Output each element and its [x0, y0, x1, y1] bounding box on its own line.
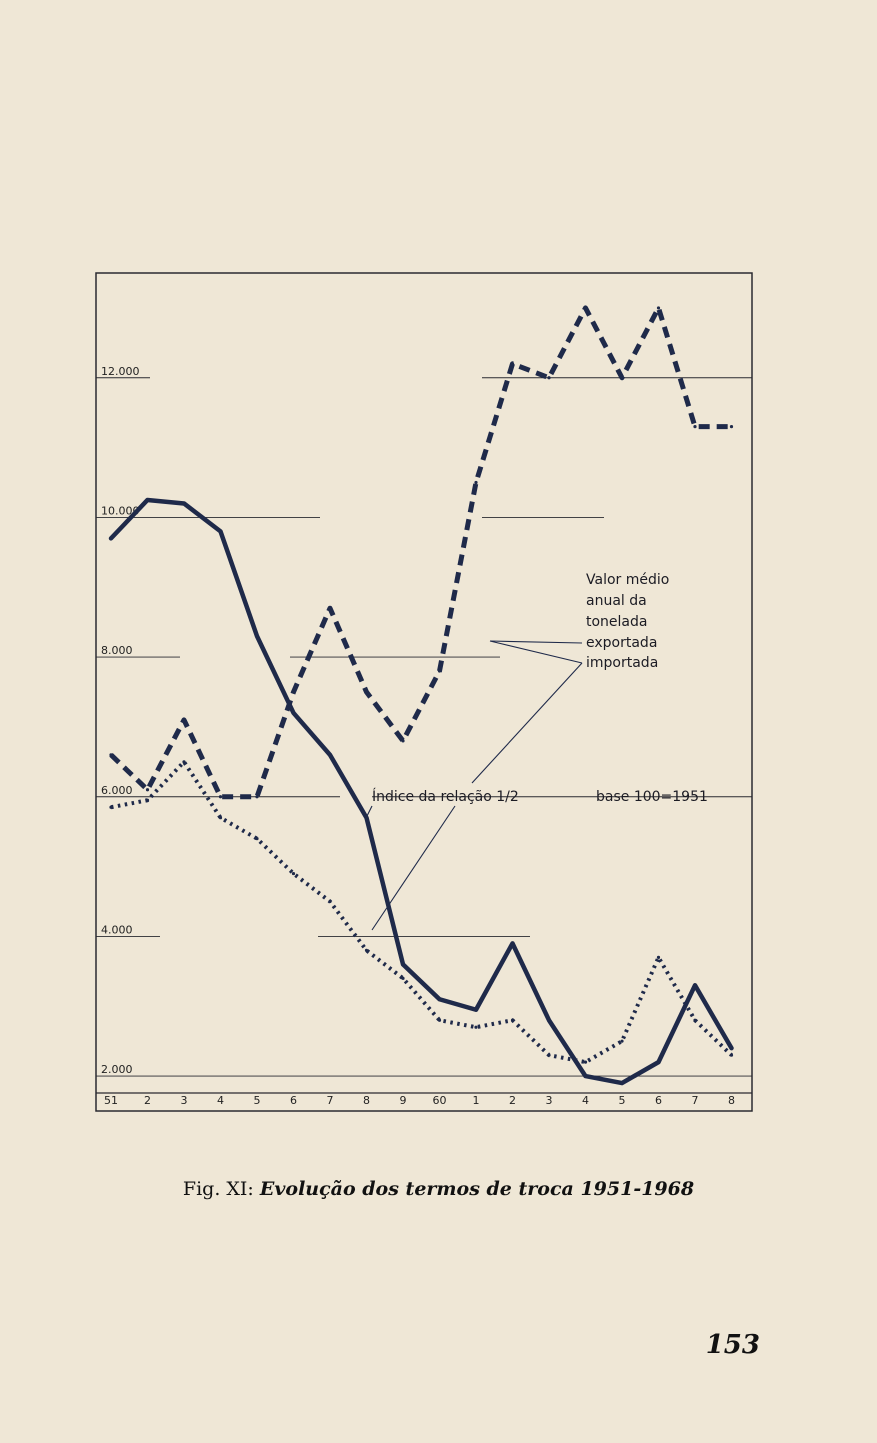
x-tick-label: 51 — [104, 1094, 118, 1107]
series-dotted-point — [730, 1054, 733, 1057]
series-dashed-point — [292, 690, 295, 693]
series-dashed-point — [693, 425, 696, 428]
gridlines — [96, 378, 752, 1076]
x-tick-label: 9 — [399, 1094, 407, 1107]
series-line-dashed — [111, 308, 732, 797]
y-axis-ticks — [101, 365, 140, 1076]
series-solid-point — [474, 1008, 477, 1011]
y-tick-label: 12.000 — [101, 364, 140, 378]
series-dotted-point — [584, 1061, 587, 1064]
x-tick-label: 5 — [618, 1094, 626, 1107]
series-line-dotted — [111, 762, 732, 1062]
series-solid-point — [547, 1019, 550, 1022]
y-tick-label: 4.000 — [101, 923, 133, 937]
series-dashed-point — [657, 306, 660, 309]
series-solid-point — [657, 1061, 660, 1064]
legend — [472, 572, 669, 783]
legend-exported: exportada — [586, 635, 658, 651]
series-dashed-point — [438, 669, 441, 672]
x-tick-label: 3 — [180, 1094, 188, 1107]
x-tick-label: 4 — [582, 1094, 589, 1107]
series-dotted-point — [438, 1019, 441, 1022]
series-solid-point — [511, 942, 514, 945]
x-tick-label: 6 — [290, 1094, 297, 1107]
series-dotted-point — [146, 799, 149, 802]
x-tick-label: 7 — [326, 1094, 334, 1107]
series-dotted-point — [365, 949, 368, 952]
series-dashed-point — [474, 481, 477, 484]
series-dashed-point — [620, 376, 623, 379]
x-tick-label: 8 — [728, 1094, 735, 1107]
legend-pointer-imported-2 — [472, 663, 582, 783]
legend-imported: importada — [586, 655, 659, 671]
legend-title-line-3: tonelada — [586, 614, 648, 630]
series-dashed-point — [401, 739, 404, 742]
series-solid-point — [401, 963, 404, 966]
series-solid-point — [109, 537, 112, 540]
series-dashed-point — [365, 690, 368, 693]
x-tick-label: 6 — [655, 1094, 662, 1107]
series-dashed-point — [328, 607, 331, 610]
series-dotted-point — [474, 1026, 477, 1029]
series-dotted-point — [620, 1040, 623, 1043]
series-solid-point — [438, 998, 441, 1001]
series-dashed-point — [547, 376, 550, 379]
series-dotted-point — [401, 977, 404, 980]
x-tick-label: 4 — [217, 1094, 224, 1107]
y-tick-label: 2.000 — [101, 1063, 133, 1077]
base-label: base 100=1951 — [596, 789, 708, 805]
series-dashed-point — [584, 306, 587, 309]
index-label: Índice da relação 1/2 — [372, 789, 519, 805]
series-dashed-point — [511, 362, 514, 365]
series-dashed-point — [182, 718, 185, 721]
x-tick-label: 8 — [363, 1094, 370, 1107]
series-solid-point — [292, 711, 295, 714]
series-dashed-point — [146, 788, 149, 791]
index-annotation — [366, 788, 708, 930]
legend-title-line-1: Valor médio — [586, 572, 670, 588]
series-dotted-point — [182, 760, 185, 763]
series-dotted-point — [511, 1019, 514, 1022]
y-tick-label: 6.000 — [101, 783, 133, 797]
series-solid-point — [584, 1074, 587, 1077]
legend-pointer-imported — [490, 641, 582, 663]
series-solid-point — [620, 1081, 623, 1084]
x-tick-label: 7 — [691, 1094, 699, 1107]
legend-pointer-exported — [490, 641, 582, 643]
series-solid-point — [328, 753, 331, 756]
series-dashed-point — [255, 795, 258, 798]
caption-prefix: Fig. XI: — [182, 1178, 260, 1200]
series-solid-point — [693, 984, 696, 987]
y-tick-label: 8.000 — [101, 644, 133, 658]
series-dotted-point — [292, 872, 295, 875]
series-solid-point — [146, 498, 149, 501]
x-axis-ticks — [96, 1093, 752, 1107]
series-solid-point — [219, 530, 222, 533]
index-pointer-main — [366, 806, 372, 818]
series-layer — [109, 306, 733, 1084]
series-dashed-point — [730, 425, 733, 428]
series-solid-point — [730, 1047, 733, 1050]
x-tick-label: 1 — [472, 1094, 480, 1107]
x-tick-label: 3 — [545, 1094, 553, 1107]
series-dotted-point — [547, 1054, 550, 1057]
figure-caption — [0, 1178, 877, 1200]
x-tick-label: 5 — [253, 1094, 261, 1107]
x-tick-label: 60 — [432, 1094, 447, 1107]
series-dashed-point — [109, 753, 112, 756]
series-solid-point — [255, 635, 258, 638]
series-solid-point — [182, 502, 185, 505]
x-tick-label: 2 — [509, 1094, 516, 1107]
series-dotted-point — [255, 837, 258, 840]
legend-title-line-2: anual da — [586, 593, 647, 609]
series-dashed-point — [219, 795, 222, 798]
series-dotted-point — [219, 816, 222, 819]
page-number: 153 — [705, 1330, 760, 1360]
series-dotted-point — [328, 900, 331, 903]
y-tick-label: 10.000 — [101, 504, 140, 518]
caption-title: Evolução dos termos de troca 1951-1968 — [259, 1178, 695, 1200]
series-dotted-point — [693, 1019, 696, 1022]
index-pointer-imported — [372, 806, 455, 930]
series-dotted-point — [109, 806, 112, 809]
x-tick-label: 2 — [144, 1094, 151, 1107]
series-dotted-point — [657, 956, 660, 959]
